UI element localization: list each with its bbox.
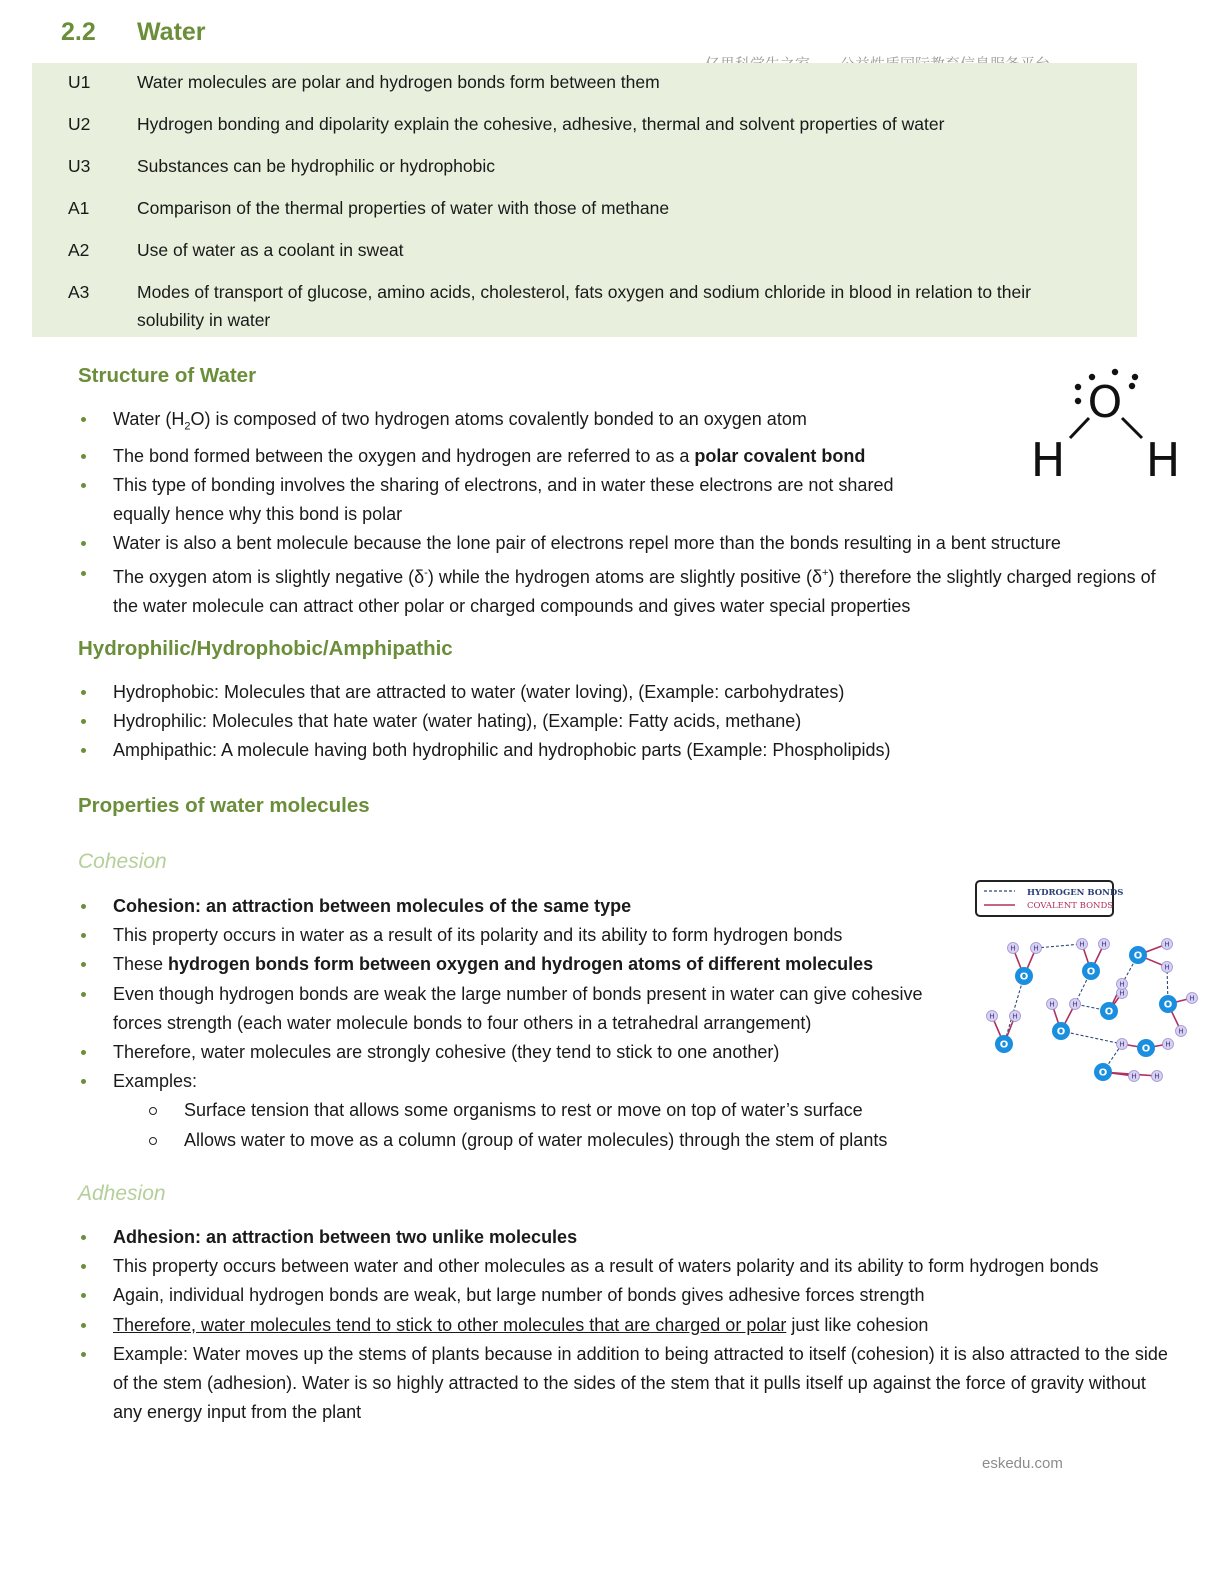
list-item: This property occurs in water as a result of its polarity and its ability to form hydrogen bonds [78,921,958,950]
list-item: Cohesion: an attraction between molecules of the same type [78,892,958,921]
objective-text: Water molecules are polar and hydrogen bonds form between them [137,72,660,92]
hydro-list [78,678,1178,766]
sub-list-item: Surface tension that allows some organisms to rest or move on top of water’s surface [113,1096,958,1125]
list-item: The bond formed between the oxygen and hydrogen are referred to as a polar covalent bond [78,442,1178,471]
oxygen-atom-label: O [1133,950,1143,962]
hydrogen-atom-label: H [1079,940,1085,949]
adhesion-list [78,1223,1178,1427]
list-item: The oxygen atom is slightly negative (δ-) while the hydrogen atoms are slightly positive (δ+) therefore the slightly charged regions of the water molecule can attract other polar or charged compounds and gives water special properties [78,559,1178,621]
water-molecule-diagram [1025,360,1195,485]
oxygen-atom-label: O [1104,1006,1114,1018]
adhesion-subheading: Adhesion [78,1182,166,1205]
legend-hbond-label: HYDROGEN BONDS [1027,888,1124,898]
hydrogen-atom-label: H [1189,994,1195,1003]
oxygen-atom-label: O [1056,1026,1066,1038]
list-item: Amphipathic: A molecule having both hydrophilic and hydrophobic parts (Example: Phospholipids) [78,736,1178,765]
list-item: Hydrophobic: Molecules that are attracted to water (water loving), (Example: carbohydrates) [78,678,1178,707]
hydrogen-label: H [1030,433,1066,485]
objective-code: U3 [68,156,91,176]
list-item: Adhesion: an attraction between two unlike molecules [78,1223,1178,1252]
hydrogen-bond-diagram [970,878,1205,1093]
hydrogen-label: H [1145,433,1181,485]
oxygen-atom-label: O [999,1039,1009,1051]
hydrogen-atom-label: H [1101,940,1107,949]
hydrogen-atom-label: H [1119,1040,1125,1049]
oxygen-atom-label: O [1141,1043,1151,1055]
hydrogen-atom-label: H [1010,944,1016,953]
hydrogen-atom-label: H [989,1012,995,1021]
hydrogen-atom-label: H [1164,963,1170,972]
objective-text: Hydrogen bonding and dipolarity explain the cohesive, adhesive, thermal and solvent properties of water [137,114,945,134]
hydro-heading: Hydrophilic/Hydrophobic/Amphipathic [78,637,453,660]
hydrogen-atom-label: H [1119,989,1125,998]
list-item: Again, individual hydrogen bonds are weak, but large number of bonds gives adhesive forces strength [78,1281,1178,1310]
objective-code: A2 [68,240,90,260]
hydrogen-bond-line [1004,976,1024,1044]
section-title: Water [137,18,206,46]
objective-text: Comparison of the thermal properties of water with those of methane [137,198,670,218]
objective-text: Use of water as a coolant in sweat [137,240,404,260]
hydrogen-atom-label: H [1033,944,1039,953]
list-item: Therefore, water molecules are strongly cohesive (they tend to stick to one another) [78,1038,958,1067]
list-item: Therefore, water molecules tend to stick to other molecules that are charged or polar just like cohesion [78,1311,1178,1340]
list-item: Example: Water moves up the stems of plants because in addition to being attracted to itself (cohesion) it is also attracted to the side of the stem (adhesion). Water is so highly attracted to the sides of the stem that it pulls itself up against the force of gravity without any energy input from the plant [78,1340,1178,1428]
hydrogen-atom-label: H [1131,1072,1137,1081]
list-item: Even though hydrogen bonds are weak the large number of bonds present in water can give cohesive forces strength (each water molecule bonds to four others in a tetrahedral arrangement) [78,980,958,1038]
sub-list-item: Allows water to move as a column (group of water molecules) through the stem of plants [113,1126,958,1155]
objective-code: A3 [68,282,90,302]
objectives-table [32,63,1137,337]
hydrogen-atom-label: H [1165,1040,1171,1049]
properties-heading: Properties of water molecules [78,794,370,817]
cohesion-subheading: Cohesion [78,850,167,873]
objective-text: Substances can be hydrophilic or hydrophobic [137,156,495,176]
hydrogen-atom-label: H [1154,1072,1160,1081]
list-item: Examples: Surface tension that allows some organisms to rest or move on top of water’s surface Allows water to move as a column (group of water molecules) through the stem of plants [78,1067,958,1155]
list-item: Water is also a bent molecule because the lone pair of electrons repel more than the bonds resulting in a bent structure [78,529,1178,558]
oxygen-atom-label: O [1019,971,1029,983]
list-item: Hydrophilic: Molecules that hate water (water hating), (Example: Fatty acids, methane) [78,707,1178,736]
hydrogen-bond-line [1036,944,1082,948]
hydrogen-bond-line [1061,1031,1122,1044]
objective-text: Modes of transport of glucose, amino acids, cholesterol, fats oxygen and sodium chloride in blood in relation to their solubility in water [137,282,1031,330]
hydrogen-atom-label: H [1012,1012,1018,1021]
list-item: Water $(H_2O)$ is composed of two hydrogen atoms covalently bonded to an oxygen atom [78,405,1178,442]
list-item: This property occurs between water and other molecules as a result of waters polarity and its ability to form hydrogen bonds [78,1252,1178,1281]
structure-list [78,405,1178,621]
oxygen-atom-label: O [1163,999,1173,1011]
oxygen-label: O [1087,377,1123,428]
section-number: 2.2 [61,18,96,46]
hydrogen-atom-label: H [1049,1000,1055,1009]
oxygen-atom-label: O [1098,1067,1108,1079]
list-item: This type of bonding involves the sharing of electrons, and in water these electrons are not shared equally hence why this bond is polar [78,471,1178,529]
hydrogen-atom-label: H [1072,1000,1078,1009]
examples-sublist [113,1096,958,1154]
objective-code: U2 [68,114,91,134]
structure-heading: Structure of Water [78,364,257,387]
objective-code: U1 [68,72,91,92]
legend-covalent-label: COVALENT BONDS [1027,901,1114,911]
oxygen-atom-label: O [1086,966,1096,978]
hydrogen-atom-label: H [1119,980,1125,989]
footer-site: eskedu.com [982,1455,1063,1472]
hydrogen-atom-label: H [1164,940,1170,949]
cohesion-list [78,892,958,1155]
hydrogen-atom-label: H [1178,1027,1184,1036]
objective-code: A1 [68,198,90,218]
list-item: These hydrogen bonds form between oxygen and hydrogen atoms of different molecules [78,950,958,979]
